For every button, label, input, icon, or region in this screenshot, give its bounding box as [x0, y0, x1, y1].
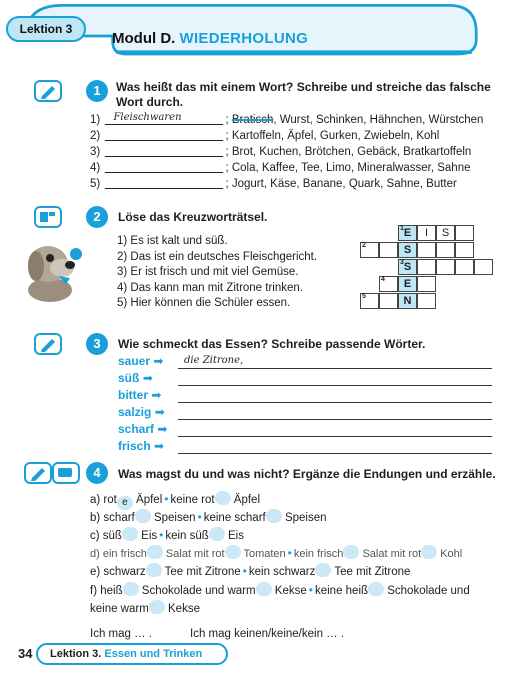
closing-sentence: Ich mag … . [90, 628, 152, 640]
clue-number: 4 [381, 276, 385, 283]
pencil-icon [34, 80, 62, 102]
answer-line[interactable] [178, 419, 492, 420]
ending-blank[interactable] [147, 545, 163, 559]
answer-blank[interactable] [105, 129, 223, 141]
crossword-clues: 1) Es ist kalt und süß. 2) Das ist ein deutsches Fleischgericht. 3) Er ist frisch und mit viel Gemüse. 4) Das kann man mit Zitrone trinken. 5) Hier können die Schüler essen. [117, 235, 318, 309]
crossword-cell[interactable]: I [417, 225, 436, 241]
crossword-cell[interactable]: E [398, 276, 417, 292]
exercise-number: 4 [86, 462, 108, 484]
crossword-cell[interactable] [436, 242, 455, 258]
exercise-task: Was heißt das mit einem Wort? Schreibe und streiche das falsche Wort durch. [116, 80, 491, 109]
exercise-task: Wie schmeckt das Essen? Schreibe passende Wörter. [118, 337, 426, 351]
answer-blank[interactable] [105, 161, 223, 173]
ex1-row: 3) ; Brot, Kuchen, Brötchen, Gebäck, Bratkartoffeln [90, 146, 472, 158]
ending-blank[interactable] [209, 527, 225, 541]
ex4-row: e) schwarz Tee mit Zitrone • kein schwarz Tee mit Zitrone [90, 564, 411, 578]
crossword-cell[interactable] [417, 242, 436, 258]
exercise-number: 3 [86, 333, 108, 355]
clue-number: 1 [400, 225, 404, 232]
answer-line[interactable] [178, 385, 492, 386]
page-title: Modul D. WIEDERHOLUNG [112, 30, 309, 47]
crossword-cell[interactable]: N [398, 293, 417, 309]
ending-blank[interactable] [256, 582, 272, 596]
exercise-task: Löse das Kreuzworträtsel. [118, 210, 268, 224]
crossword-cell[interactable] [474, 259, 493, 275]
answer-blank[interactable] [105, 145, 223, 157]
puzzle-icon [34, 206, 62, 228]
ending-blank[interactable] [215, 491, 231, 505]
answer-line[interactable] [178, 436, 492, 437]
pencil-icon [24, 462, 52, 484]
ex4-row: f) heiß Schokolade und warm Kekse • keine heiß Schokolade und [90, 583, 470, 597]
crossword-cell[interactable] [436, 259, 455, 275]
ending-blank[interactable] [122, 527, 138, 541]
crossword-cell[interactable] [455, 242, 474, 258]
answer-blank[interactable]: Fleischwaren [105, 113, 223, 125]
exercise-number: 2 [86, 206, 108, 228]
crossword-cell[interactable] [455, 225, 474, 241]
crossword-cell[interactable] [417, 259, 436, 275]
closing-sentence: Ich mag keinen/keine/kein … . [190, 628, 345, 640]
crossword-cell[interactable]: E [398, 225, 417, 241]
crossword-cell[interactable] [417, 293, 436, 309]
ex1-row: 4) ; Cola, Kaffee, Tee, Limo, Mineralwasser, Sahne [90, 162, 471, 174]
footer-chapter: Lektion 3. Essen und Trinken [50, 648, 203, 660]
crossword-cell[interactable]: S [398, 242, 417, 258]
speech-icon [52, 462, 80, 484]
ending-blank[interactable] [149, 600, 165, 614]
ex4-row: keine warm Kekse [90, 600, 200, 618]
answer-blank[interactable] [105, 177, 223, 189]
exercise-number: 1 [86, 80, 108, 102]
ending-blank[interactable] [368, 582, 384, 596]
ending-blank[interactable] [315, 563, 331, 577]
pencil-icon [34, 333, 62, 355]
ending-blank[interactable]: e [117, 496, 133, 510]
dog-illustration [18, 234, 84, 306]
ending-blank[interactable] [421, 545, 437, 559]
exercise-task: Was magst du und was nicht? Ergänze die Endungen und erzähle. [118, 467, 496, 481]
page-number: 34 [18, 646, 33, 661]
clue-number: 2 [362, 242, 366, 249]
ending-blank[interactable] [135, 509, 151, 523]
ex4-row: c) süß Eis • kein süß Eis [90, 528, 244, 542]
clue-number: 5 [362, 293, 366, 300]
crossword-cell[interactable] [379, 242, 398, 258]
ex1-row: 2) ; Kartoffeln, Äpfel, Gurken, Zwiebeln, Kohl [90, 130, 440, 142]
crossword-cell[interactable] [417, 276, 436, 292]
ending-blank[interactable] [225, 545, 241, 559]
ending-blank[interactable] [343, 545, 359, 559]
ex4-row: b) scharf Speisen • keine scharf Speisen [90, 510, 327, 524]
ending-blank[interactable] [266, 509, 282, 523]
crossword-cell[interactable]: S [436, 225, 455, 241]
crossword-cell[interactable] [379, 293, 398, 309]
answer-line[interactable] [178, 453, 492, 454]
ex1-row: 1) Fleischwaren ; Bratisch, Wurst, Schinken, Hähnchen, Würstchen [90, 112, 484, 126]
answer-line[interactable] [178, 368, 492, 369]
lektion-tab: Lektion 3 [6, 16, 86, 42]
crossword-cell[interactable]: S [398, 259, 417, 275]
ending-blank[interactable] [146, 563, 162, 577]
ending-blank[interactable] [123, 582, 139, 596]
crossword-cell[interactable] [455, 259, 474, 275]
answer-line[interactable] [178, 402, 492, 403]
ex1-row: 5) ; Jogurt, Käse, Banane, Quark, Sahne, Butter [90, 178, 457, 190]
ex4-row: d) ein frisch Salat mit rot Tomaten • kein frisch Salat mit rot Kohl [90, 546, 463, 560]
ex4-row: a) rot e Äpfel • keine rot Äpfel [90, 492, 260, 508]
clue-number: 3 [400, 259, 404, 266]
